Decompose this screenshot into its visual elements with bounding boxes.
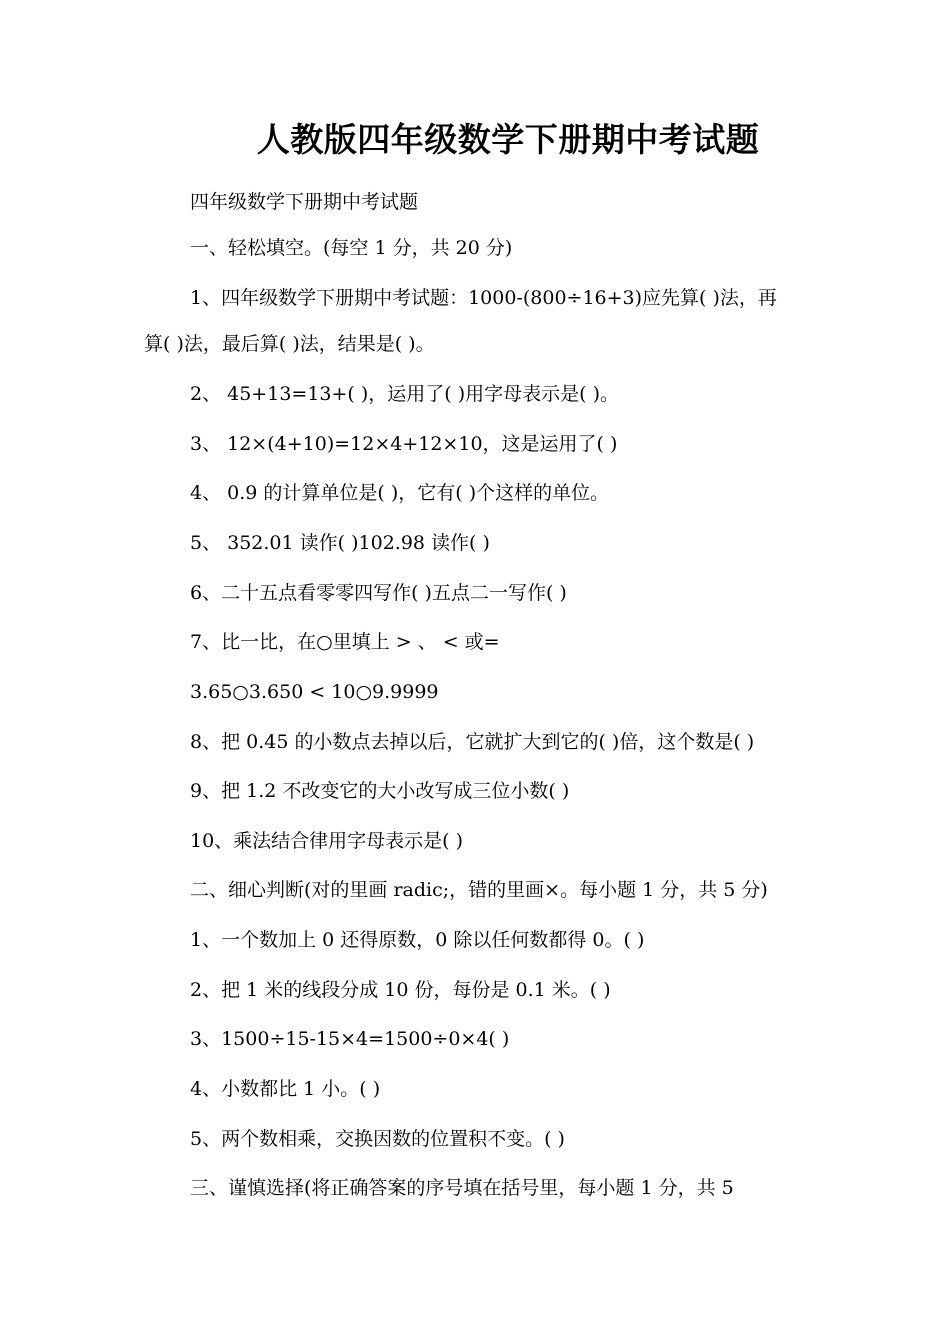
question-line: 4、 0.9 的计算单位是( )，它有( )个这样的单位。 (190, 482, 610, 504)
question-line: 1、四年级数学下册期中考试题：1000-(800÷16+3)应先算( )法，再 (190, 287, 777, 309)
question-line: 9、把 1.2 不改变它的大小改写成三位小数( ) (190, 780, 570, 802)
section-two-heading: 二、细心判断(对的里画 radic;，错的里画×。每小题 1 分，共 5 分) (190, 879, 768, 901)
document-title: 人教版四年级数学下册期中考试题 (256, 120, 760, 159)
question-line: 2、 45+13=13+( )，运用了( )用字母表示是( )。 (190, 383, 620, 405)
judgment-line: 2、把 1 米的线段分成 10 份，每份是 0.1 米。( ) (190, 979, 611, 1001)
question-line: 8、把 0.45 的小数点去掉以后，它就扩大到它的( )倍，这个数是( ) (190, 731, 755, 753)
section-three-heading: 三、谨慎选择(将正确答案的序号填在括号里，每小题 1 分，共 5 (190, 1177, 734, 1199)
question-continuation-line: 算( )法，最后算( )法，结果是( )。 (144, 333, 435, 355)
question-line: 5、 352.01 读作( )102.98 读作( ) (190, 532, 490, 554)
subtitle-line: 四年级数学下册期中考试题 (190, 191, 419, 213)
judgment-line: 4、小数都比 1 小。( ) (190, 1078, 381, 1100)
judgment-line: 3、1500÷15-15×4=1500÷0×4( ) (190, 1028, 510, 1050)
comparison-line: 3.65○3.650 < 10○9.9999 (190, 681, 439, 703)
question-line: 10、乘法结合律用字母表示是( ) (190, 830, 464, 852)
judgment-line: 5、两个数相乘，交换因数的位置积不变。( ) (190, 1128, 565, 1150)
judgment-line: 1、一个数加上 0 还得原数，0 除以任何数都得 0。( ) (190, 929, 645, 951)
question-line: 7、比一比，在○里填上 > 、 < 或= (190, 631, 500, 653)
question-line: 3、 12×(4+10)=12×4+12×10，这是运用了( ) (190, 433, 618, 455)
section-one-heading: 一、轻松填空。(每空 1 分，共 20 分) (190, 237, 513, 259)
question-line: 6、二十五点看零零四写作( )五点二一写作( ) (190, 582, 567, 604)
